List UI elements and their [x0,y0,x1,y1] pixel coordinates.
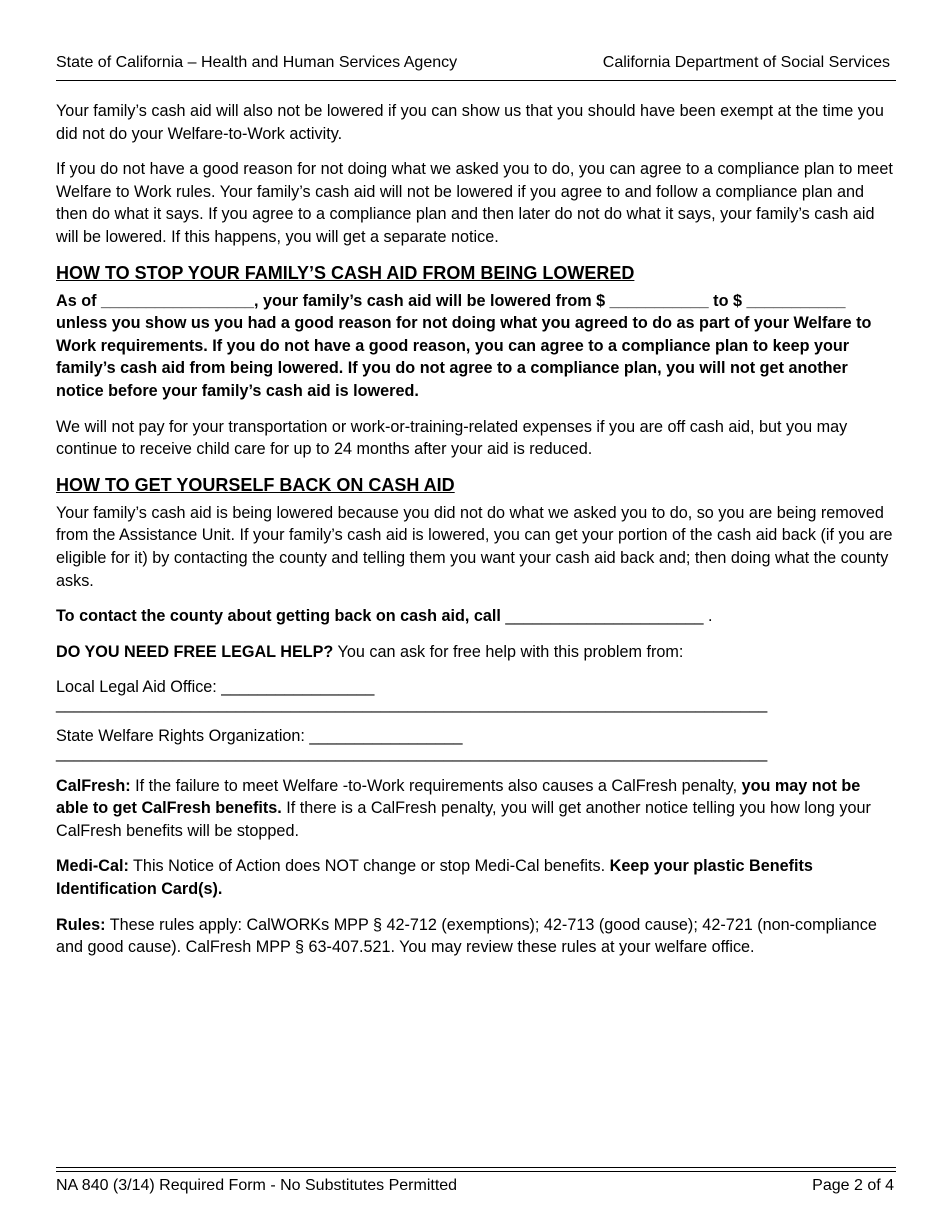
medical-text: This Notice of Action does NOT change or stop Medi-Cal benefits. [128,857,610,876]
footer-rule-top [56,1167,896,1168]
calfresh-text-1: If the failure to meet Welfare -to-Work requirements also causes a CalFresh penalty, [130,776,742,795]
legal-aid-office-blank: _______________________________________________________________________________ [56,694,768,713]
heading-back-on-aid: HOW TO GET YOURSELF BACK ON CASH AID [56,474,455,495]
calfresh-label: CalFresh: [56,776,131,795]
paragraph-rules [56,914,896,959]
welfare-rights-label: State Welfare Rights Organization: _________________ [56,727,463,746]
page-footer [56,1175,896,1197]
legal-help-question: DO YOU NEED FREE LEGAL HELP? [56,642,334,661]
document-page [56,0,896,1230]
medical-keep-card: Keep your plastic Benefits Identification Card(s). [56,857,813,899]
paragraph-calfresh [56,775,896,843]
calfresh-warning: you may not be able to get CalFresh benefits. [56,776,861,818]
contact-county-blank: ______________________ . [500,607,713,626]
footer-form-id: NA 840 (3/14) Required Form - No Substitutes Permitted [56,1177,458,1194]
paragraph-medical [56,855,896,900]
calfresh-text-2: If there is a CalFresh penalty, you will get another notice telling you how long your CalFresh benefits will be stopped. [56,799,871,840]
footer-rule-bottom [56,1171,896,1172]
medical-label: Medi-Cal: [56,857,129,876]
paragraph-transportation: We will not pay for your transportation or work-or-training-related expenses if you are off cash aid, but you may continue to receive child care for up to 24 months after your aid is reduced. [56,417,848,459]
document-body [56,100,896,972]
paragraph-stop-lowered: As of _________________, your family’s cash aid will be lowered from $ ___________ to $ ___________ unless you show us you had a good reason for not doing what you agreed to do as part of your Welfare to Work requirements. If you do not have a good reason, you can agree to a compliance plan to keep your family’s cash aid from being lowered. If you do not agree to a compliance plan, you will not get another notice before your family’s cash aid is lowered. [56,291,872,400]
header-department: California Department of Social Services [602,54,890,71]
paragraph-back-on-aid: Your family’s cash aid is being lowered because you did not do what we asked you to do, so you are being removed from the Assistance Unit. If your family’s cash aid is lowered, you can get your portion of the cash aid back (if you are eligible for it) by contacting the county and telling them you want your cash aid back and; then doing what the county asks. [56,503,893,590]
rules-text: These rules apply: CalWORKs MPP § 42-712 (exemptions); 42-713 (good cause); 42-721 (non-compliance and good cause). CalFresh MPP § 63-407.521. You may review these rules at your welfare office. [56,915,877,957]
header-rule [56,80,896,81]
contact-county-label: To contact the county about getting back on cash aid, call [56,607,501,626]
legal-aid-office-label: Local Legal Aid Office: _________________ [56,678,375,697]
page-header [56,52,896,74]
paragraph-exempt: Your family’s cash aid will also not be lowered if you can show us that you should have been exempt at the time you did not do your Welfare-to-Work activity. [56,102,884,143]
paragraph-compliance-plan: If you do not have a good reason for not doing what we asked you to do, you can agree to a compliance plan to meet Welfare to Work rules. Your family’s cash aid will not be lowered if you agree to and follow a compliance plan and then do what it says. If you agree to a compliance plan and then later do not do what it says, your family’s cash aid will be lowered. If this happens, you will get a separate notice. [56,160,893,246]
legal-help-text: You can ask for free help with this problem from: [333,642,684,661]
heading-stop-lowered: HOW TO STOP YOUR FAMILY’S CASH AID FROM BEING LOWERED [56,262,635,283]
contact-county-line [56,605,896,628]
legal-help-line [56,641,896,664]
header-agency: State of California – Health and Human Services Agency [56,54,458,71]
footer-page-number: Page 2 of 4 [812,1177,894,1194]
rules-label: Rules: [56,915,106,934]
welfare-rights-blank: _______________________________________________________________________________ [56,744,768,763]
